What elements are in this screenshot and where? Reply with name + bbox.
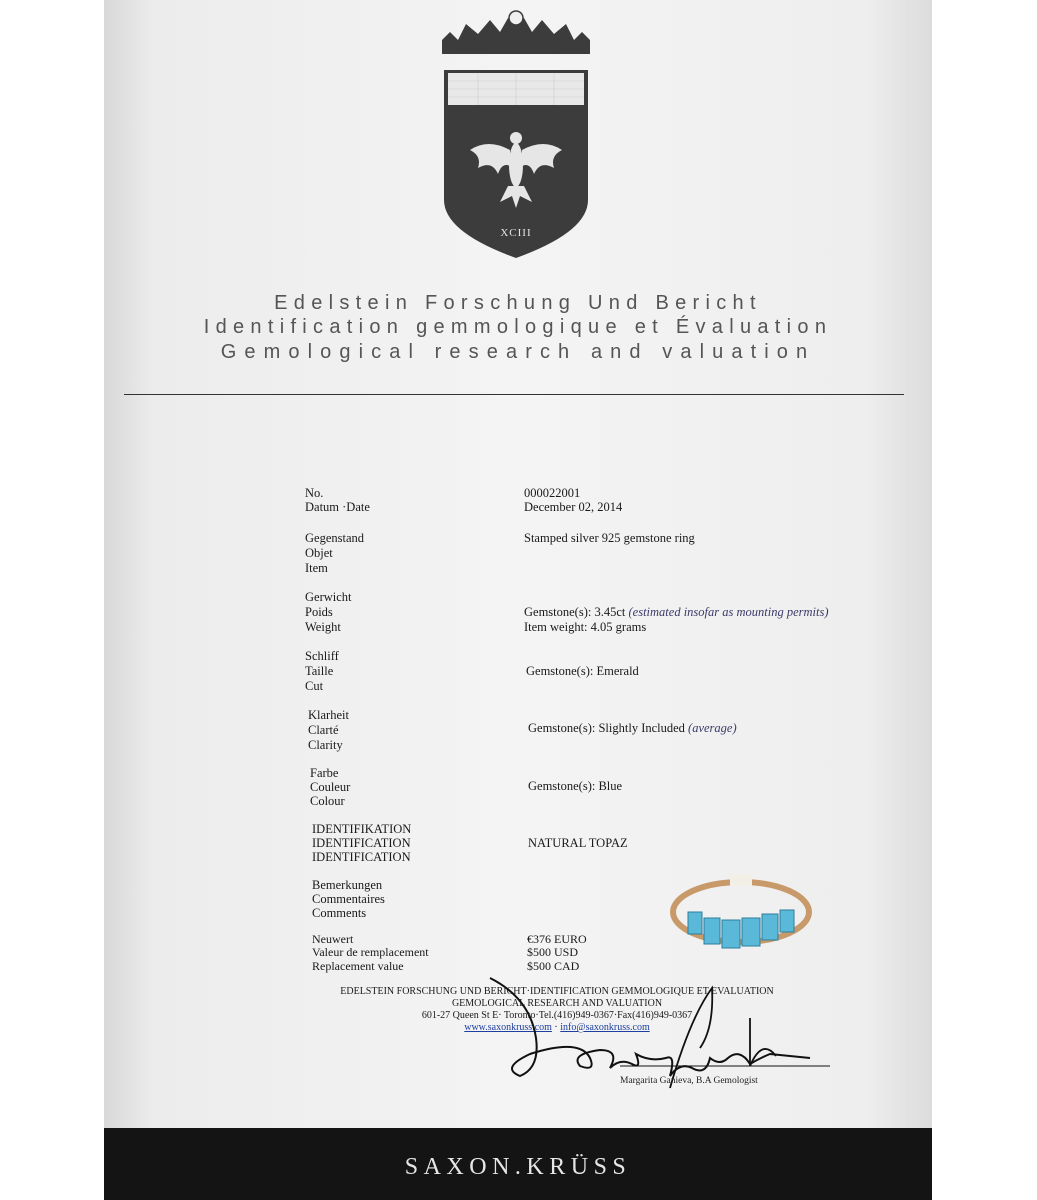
value-no: 000022001 — [524, 486, 581, 500]
value-clarity-text: Gemstone(s): Slightly Included — [528, 721, 685, 735]
label-colour-de: Farbe — [310, 766, 339, 780]
ring-photo — [666, 874, 816, 956]
website-link[interactable]: www.saxonkruss.com — [464, 1022, 552, 1033]
label-clarity-fr: Clarté — [308, 723, 339, 737]
value-identification: NATURAL TOPAZ — [528, 836, 628, 850]
email-link[interactable]: info@saxonkruss.com — [560, 1022, 650, 1033]
value-item-weight: Item weight: 4.05 grams — [524, 620, 647, 634]
label-colour-en: Colour — [310, 794, 345, 808]
label-colour-fr: Couleur — [310, 780, 351, 794]
crest-numeral: XCIII — [500, 227, 532, 239]
value-item: Stamped silver 925 gemstone ring — [524, 531, 695, 545]
label-replacement-en: Replacement value — [312, 959, 404, 973]
footer-line2: GEMOLOGICAL RESEARCH AND VALUATION — [451, 998, 663, 1009]
crest-logo — [438, 10, 594, 260]
label-clarity-de: Klarheit — [308, 708, 349, 722]
label-replacement-de: Neuwert — [312, 932, 354, 946]
label-item-de: Gegenstand — [305, 531, 365, 545]
label-cut-de: Schliff — [305, 649, 339, 663]
value-gem-weight-note: (estimated insofar as mounting permits) — [628, 605, 829, 619]
value-clarity — [528, 721, 737, 736]
footer-address: 601-27 Queen St E· Toronto·Tel.(416)949-0367·Fax(416)949-0367 — [421, 1010, 693, 1021]
header-divider — [124, 394, 904, 395]
value-replacement-cad: $500 CAD — [527, 959, 580, 973]
brand-band — [104, 1128, 932, 1200]
label-weight-de: Gerwicht — [305, 590, 352, 604]
label-identification-de: IDENTIFIKATION — [312, 822, 412, 836]
label-date: Datum ·Date — [305, 500, 370, 514]
label-item-fr: Objet — [305, 546, 333, 560]
value-replacement-usd: $500 USD — [527, 945, 579, 959]
label-weight-en: Weight — [305, 620, 341, 634]
label-replacement-fr: Valeur de remplacement — [312, 945, 429, 959]
value-date: December 02, 2014 — [524, 500, 623, 514]
heading-french: Identification gemmologique et Évaluation — [203, 316, 833, 338]
label-identification-en: IDENTIFICATION — [312, 850, 411, 864]
value-colour: Gemstone(s): Blue — [528, 779, 623, 793]
label-cut-en: Cut — [305, 679, 324, 693]
brand-name: SAXON.KRÜSS — [404, 1154, 632, 1180]
signatory-name: Margarita Ganieva, B.A Gemologist — [620, 1076, 758, 1086]
label-comments-de: Bemerkungen — [312, 878, 383, 892]
label-comments-fr: Commentaires — [312, 892, 385, 906]
label-clarity-en: Clarity — [308, 738, 343, 752]
value-clarity-note: (average) — [688, 721, 737, 735]
label-cut-fr: Taille — [305, 664, 334, 678]
label-identification-fr: IDENTIFICATION — [312, 836, 411, 850]
value-gem-weight-text: Gemstone(s): 3.45ct — [524, 605, 626, 619]
label-weight-fr: Poids — [305, 605, 333, 619]
label-item-en: Item — [305, 561, 328, 575]
label-comments-en: Comments — [312, 906, 367, 920]
value-gem-weight — [524, 605, 829, 620]
diamond-icon — [509, 11, 523, 25]
label-no: No. — [305, 486, 324, 500]
value-cut: Gemstone(s): Emerald — [526, 664, 639, 678]
contact-separator: · — [554, 1022, 558, 1033]
value-replacement-eur: €376 EURO — [527, 932, 587, 946]
heading-german: Edelstein Forschung Und Bericht — [274, 292, 762, 314]
heading-english: Gemological research and valuation — [220, 341, 816, 363]
footer-line1: EDELSTEIN FORSCHUNG UND BERICHT·IDENTIFICATION GEMMOLOGIQUE ET EVALUATION — [340, 986, 774, 997]
